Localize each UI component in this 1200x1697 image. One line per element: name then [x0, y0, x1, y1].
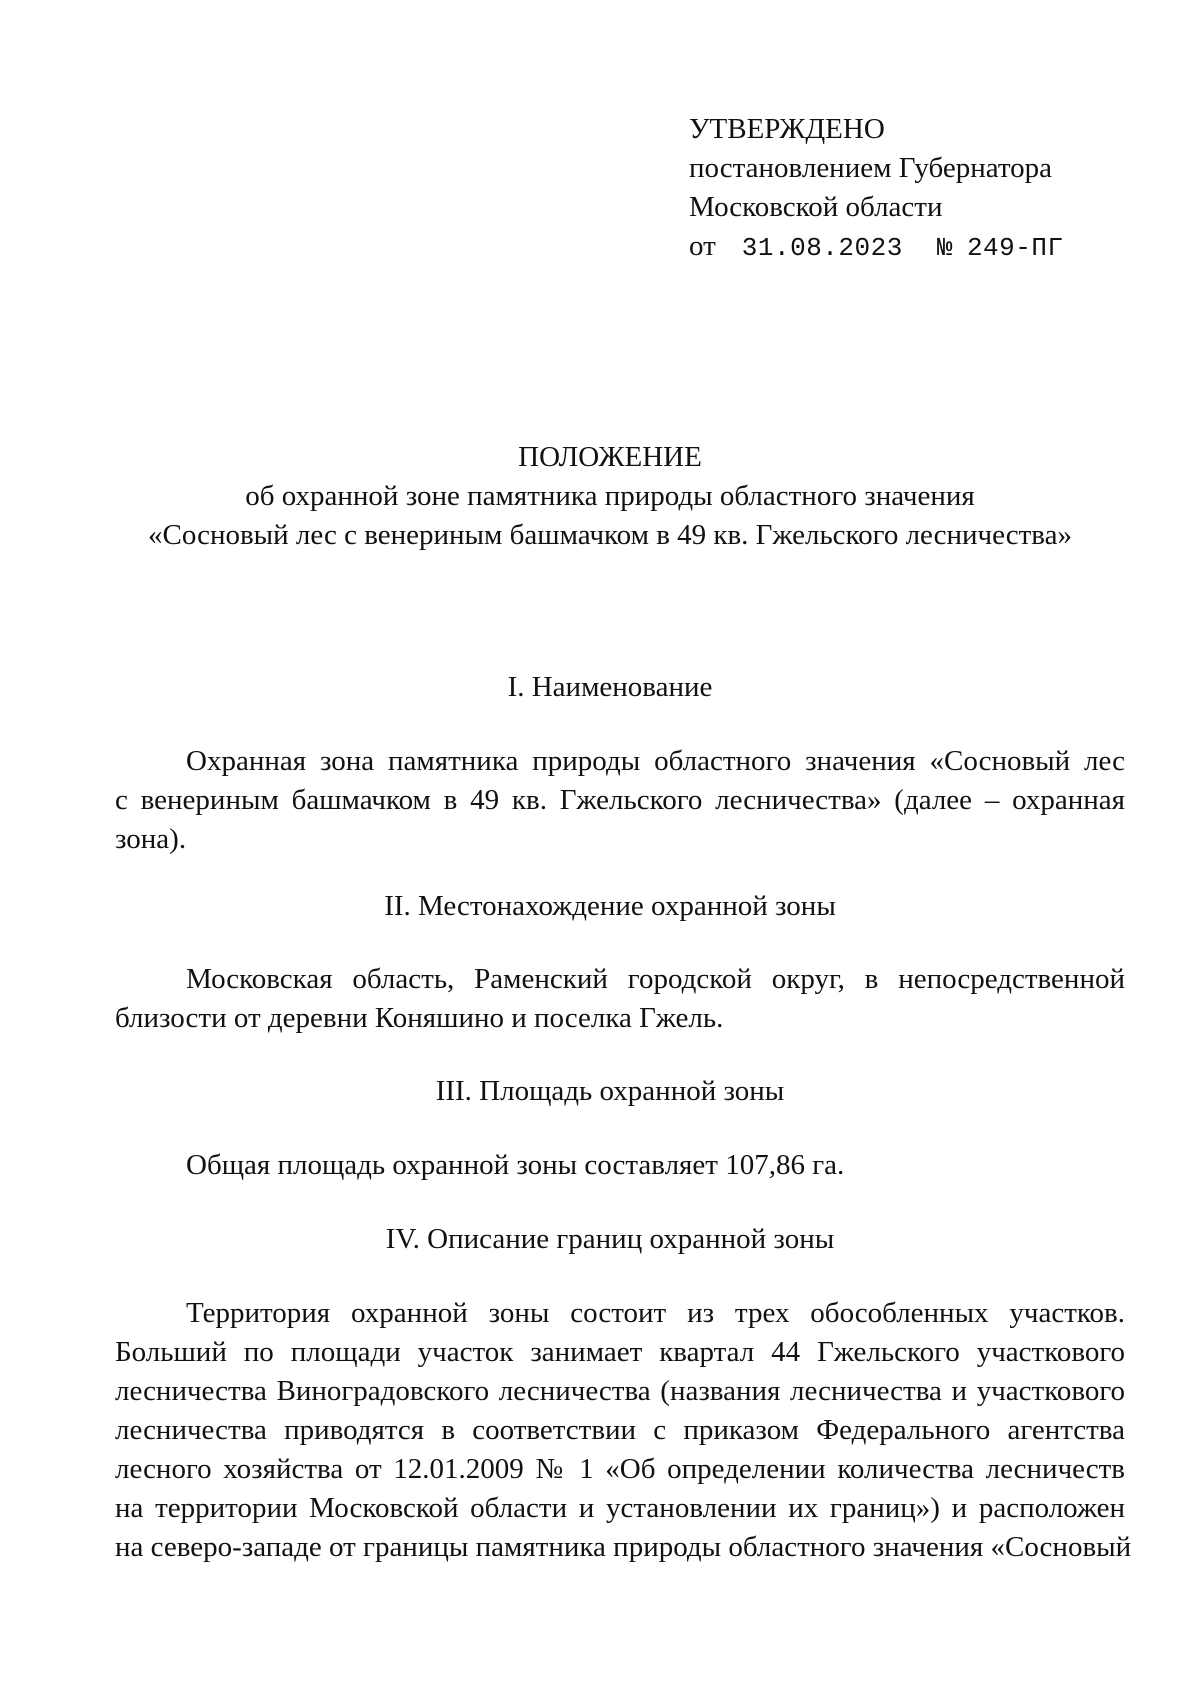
title-main: ПОЛОЖЕНИЕ: [518, 441, 702, 473]
section-2-heading: II. Местонахождение охранной зоны: [384, 890, 836, 922]
paragraph-line: Общая площадь охранной зоны составляет 107,86 га.: [186, 1149, 845, 1181]
approval-date: 31.08.2023: [741, 233, 903, 263]
section-4-heading: IV. Описание границ охранной зоны: [385, 1223, 835, 1255]
approval-heading: УТВЕРЖДЕНО: [689, 113, 885, 145]
paragraph-line: на территории Московской области и установлении их границ») и расположен: [115, 1492, 1125, 1524]
approval-number: 249-ПГ: [966, 233, 1064, 263]
paragraph-line: на северо-западе от границы памятника природы областного значения «Сосновый: [115, 1531, 1132, 1563]
section-3-heading: III. Площадь охранной зоны: [435, 1075, 785, 1107]
approval-date-line: [689, 227, 1149, 268]
paragraph-line: Охранная зона памятника природы областного значения «Сосновый лес: [186, 745, 1125, 777]
paragraph-line: Больший по площади участок занимает квартал 44 Гжельского участкового: [115, 1336, 1125, 1368]
approval-line-1: постановлением Губернатора: [689, 152, 1053, 184]
section-2-paragraph: [115, 960, 1125, 1038]
paragraph-line: лесного хозяйства от 12.01.2009 № 1 «Об определении количества лесничеств: [115, 1453, 1125, 1485]
paragraph-line: зона).: [115, 823, 187, 855]
approval-number-sign: №: [936, 233, 953, 263]
section-1-paragraph: [115, 742, 1125, 859]
paragraph-line: лесничества Виноградовского лесничества (названия лесничества и участкового: [115, 1375, 1125, 1407]
title-line-2: «Сосновый лес с венериным башмачком в 49 кв. Гжельского лесничества»: [148, 519, 1072, 551]
paragraph-line: Московская область, Раменский городской округ, в непосредственной: [186, 963, 1125, 995]
document-title: [110, 438, 1110, 555]
approval-stamp: [689, 110, 1149, 268]
paragraph-line: близости от деревни Коняшино и поселка Гжель.: [115, 1002, 724, 1034]
section-4-paragraph: [115, 1294, 1132, 1567]
paragraph-line: лесничества приводятся в соответствии с приказом Федерального агентства: [115, 1414, 1125, 1446]
title-line-1: об охранной зоне памятника природы областного значения: [245, 480, 975, 512]
approval-line-2: Московской области: [689, 191, 943, 223]
approval-date-prefix: от: [689, 230, 716, 262]
paragraph-line: Территория охранной зоны состоит из трех обособленных участков.: [186, 1297, 1125, 1329]
paragraph-line: с венериным башмачком в 49 кв. Гжельского лесничества» (далее – охранная: [115, 784, 1125, 816]
section-3-paragraph: [115, 1146, 1125, 1185]
section-1-heading: I. Наименование: [507, 671, 713, 703]
